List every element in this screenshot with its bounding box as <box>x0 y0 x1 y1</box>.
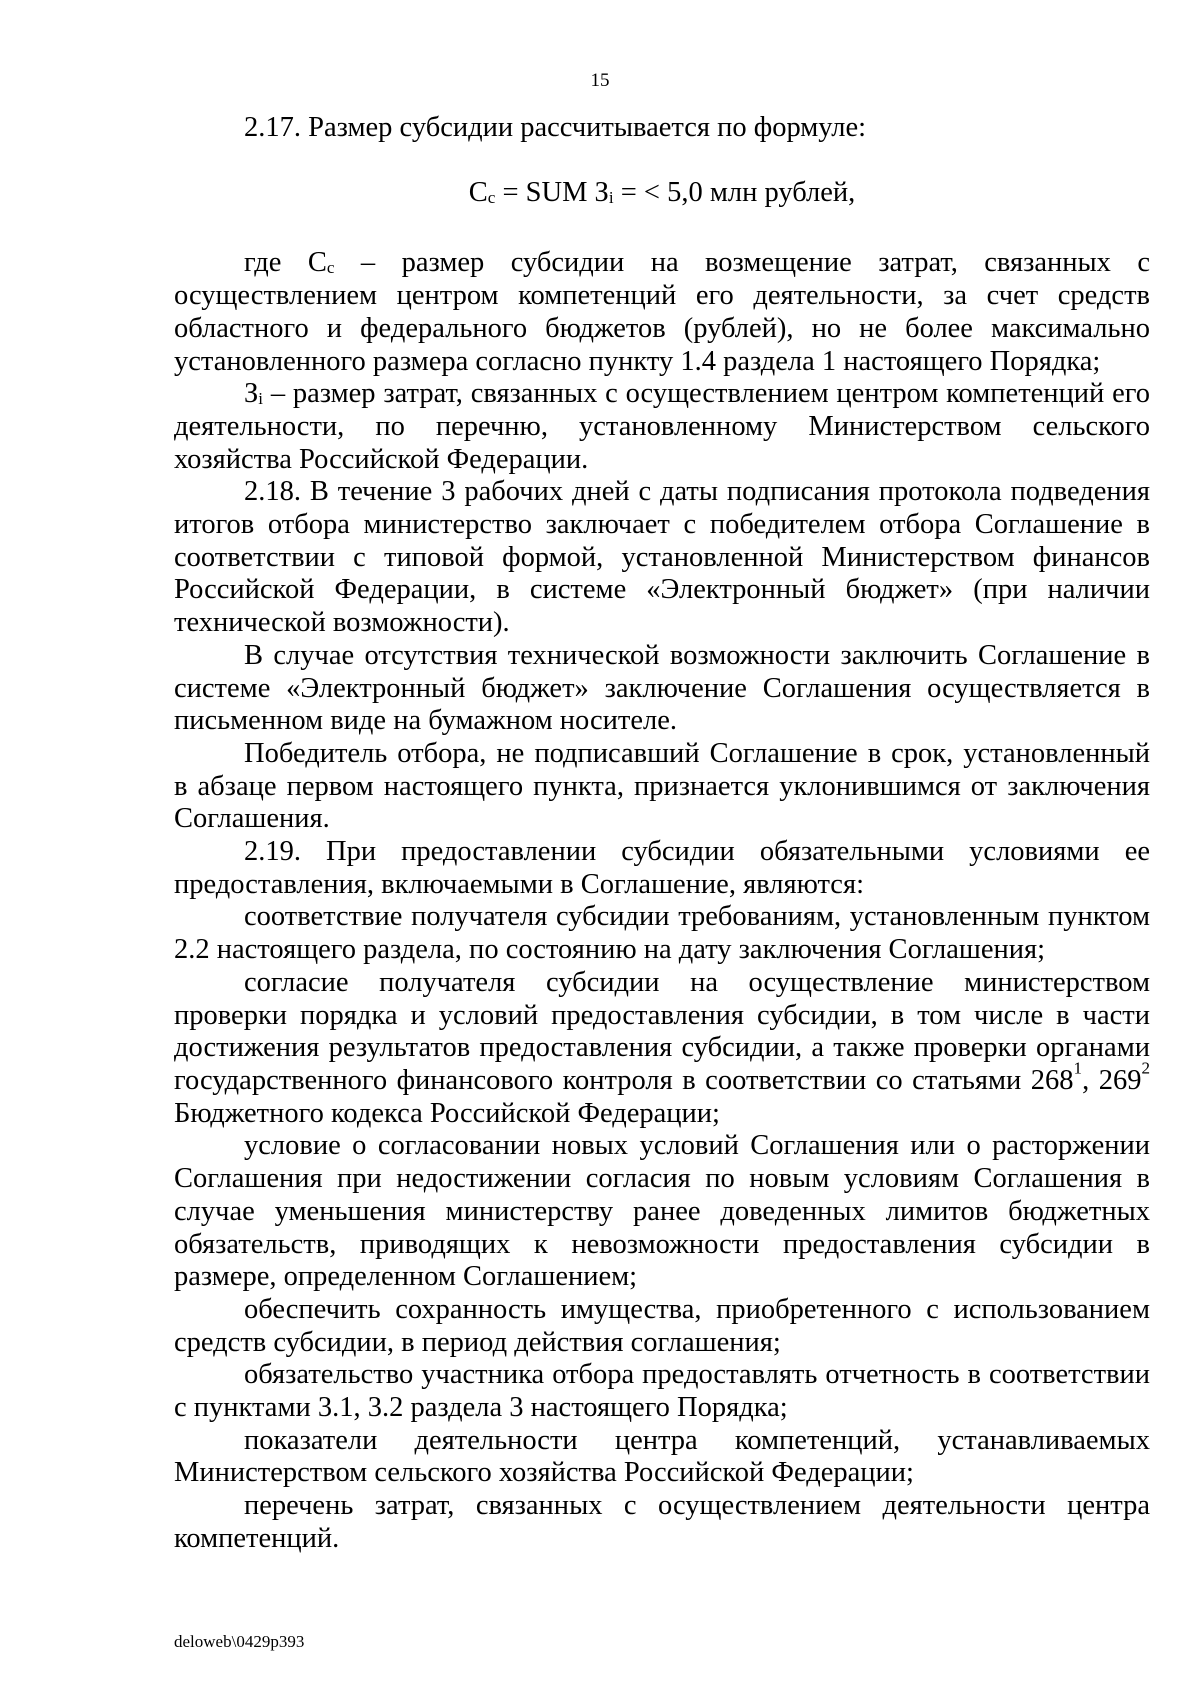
condition-reporting: обязательство участника отбора предоставлять отчетность в соответствии с пунктами 3.1, 3.2 раздела 3 настоящего Порядка; <box>174 1359 1150 1424</box>
subsidy-formula: $С_с$ = SUM $З_i$ = < 5,0 млн рублей, <box>468 176 856 208</box>
condition-compliance: соответствие получателя субсидии требованиям, установленным пунктом 2.2 настоящего раздела, по состоянию на дату заключения Соглашения; <box>174 901 1150 966</box>
condition-performance-indicators: показатели деятельности центра компетенций, устанавливаемых Министерством сельского хозяйства Российской Федерации; <box>174 1424 1150 1489</box>
paragraph-2-17: 2.17. Размер субсидии рассчитывается по формуле: <box>244 112 867 143</box>
document-body <box>174 112 1150 1556</box>
page-number: 15 <box>590 70 610 91</box>
paragraph-cc-definition: где $С_с$ – размер субсидии на возмещение затрат, связанных с осуществлением центром компетенций его деятельности, за счет средств областного и федерального бюджетов (рублей), но не более максимально установленного размера согласно пункту 1.4 раздела 1 настоящего Порядка; <box>174 247 1150 377</box>
condition-new-terms: условие о согласовании новых условий Соглашения или о расторжении Соглашения при недостижении согласия по новым условиям Соглашения в случае уменьшения министерству ранее доведенных лимитов бюджетных обязательств, приводящих к невозможности предоставления субсидии в размере, определенном Соглашением; <box>174 1130 1150 1293</box>
document-footer-code: deloweb\0429p393 <box>174 1632 305 1651</box>
paragraph-zi-definition: $З_i$ – размер затрат, связанных с осуществлением центром компетенций его деятельности, по перечню, установленному Министерством сельского хозяйства Российской Федерации. <box>174 378 1150 475</box>
paragraph-2-19: 2.19. При предоставлении субсидии обязательными условиями ее предоставления, включаемыми в Соглашение, являются: <box>174 836 1150 900</box>
paragraph-winner-not-signed: Победитель отбора, не подписавший Соглашение в срок, установленный в абзаце первом настоящего пункта, признается уклонившимся от заключения Соглашения. <box>174 737 1150 835</box>
paragraph-no-technical-possibility: В случае отсутствия технической возможности заключить Соглашение в системе «Электронный бюджет» заключение Соглашения осуществляется в письменном виде на бумажном носителе. <box>174 639 1150 737</box>
condition-cost-list: перечень затрат, связанных с осуществлением деятельности центра компетенций. <box>174 1490 1150 1554</box>
paragraph-2-18: 2.18. В течение 3 рабочих дней с даты подписания протокола подведения итогов отбора министерство заключает с победителем отбора Соглашение в соответствии с типовой формой, установленной Министерством финансов Российской Федерации, в системе «Электронный бюджет» (при наличии технической возможности). <box>174 476 1150 639</box>
condition-consent-inspection: согласие получателя субсидии на осуществление министерством проверки порядка и условий предоставления субсидии, в том числе в части достижения результатов предоставления субсидии, а также проверки органами государственного финансового контроля в соответствии со статьями $268^1$, $269^2$ Бюджетного кодекса Российской Федерации; <box>174 966 1151 1129</box>
condition-property-safety: обеспечить сохранность имущества, приобретенного с использованием средств субсидии, в период действия соглашения; <box>174 1293 1150 1358</box>
